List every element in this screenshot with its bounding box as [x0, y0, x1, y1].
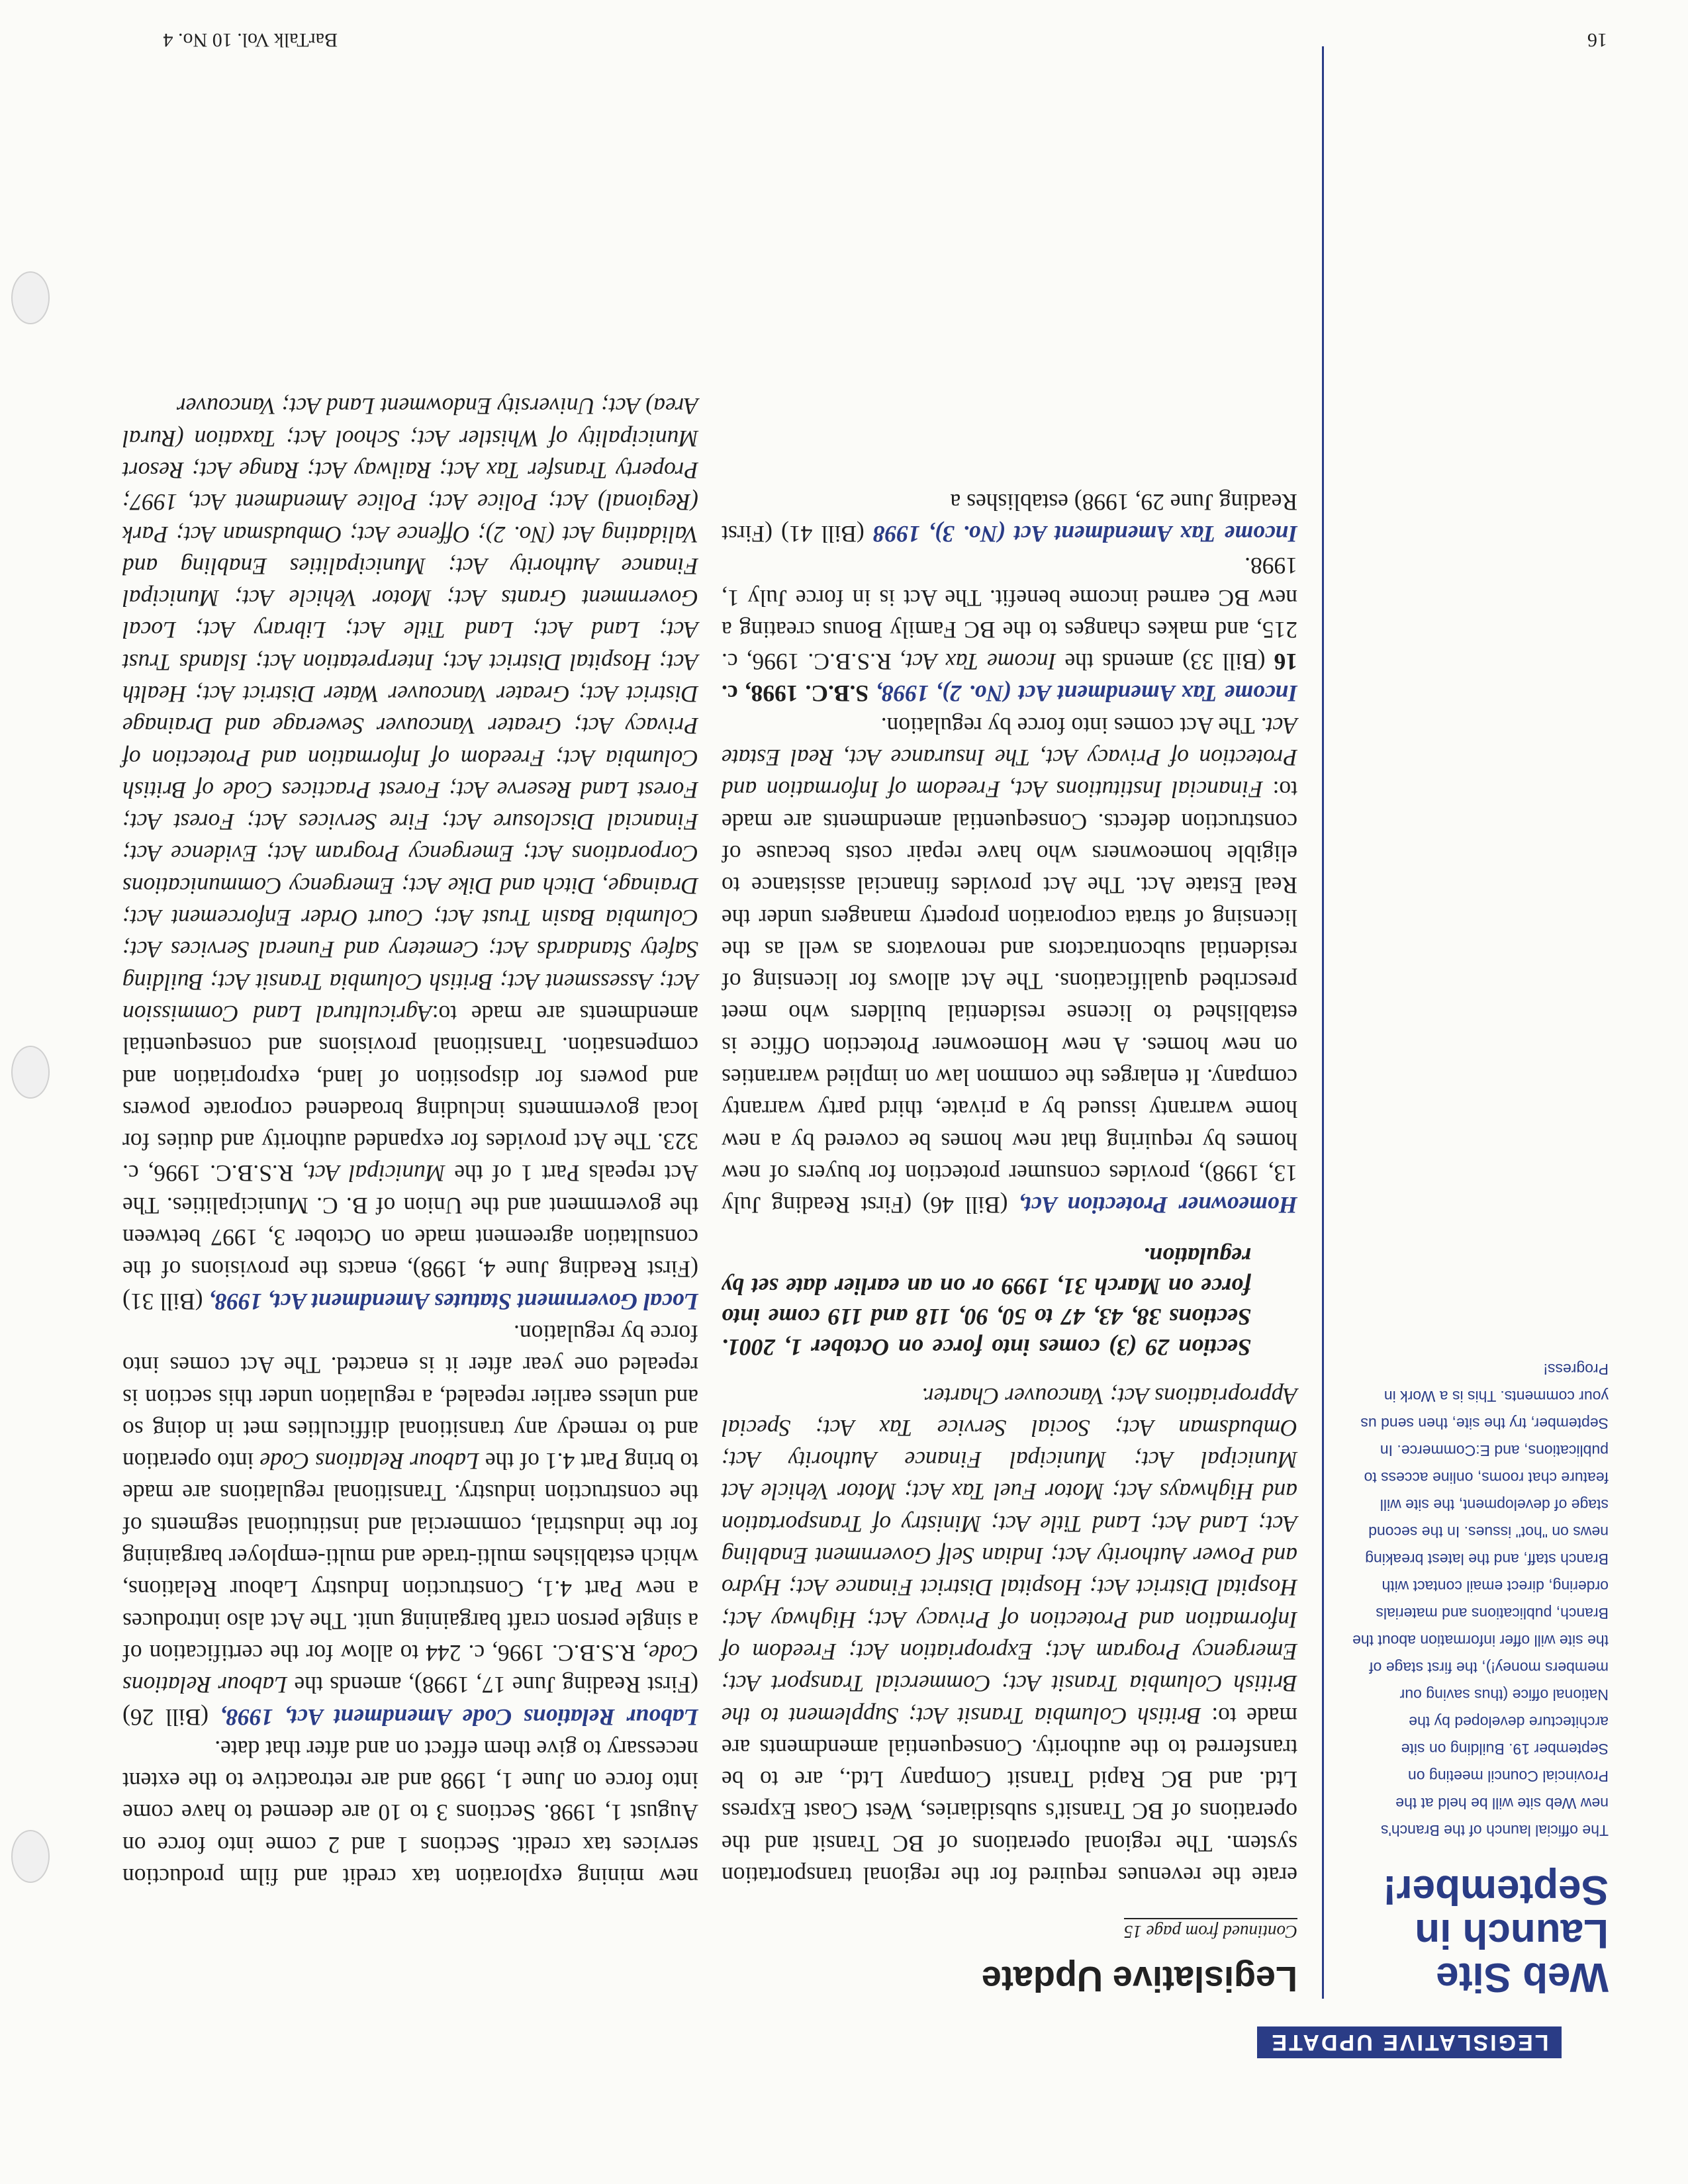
binder-hole: [11, 1046, 50, 1099]
labour-body-c: into operation and to remedy any transitional difficulties met in doing so and unless earlier repealed, a regulation under this section is repealed one year after it is enacted. The Act comes into force by regulation.: [122, 1320, 698, 1475]
binder-hole: [11, 271, 50, 324]
article-column-2: [122, 390, 698, 1893]
labour-code-italic: Labour Relations Code,: [122, 1639, 698, 1699]
paragraph-income-tax-3: [722, 486, 1297, 550]
homeowner-act-title: Homeowner Protection Act,: [1018, 1192, 1297, 1219]
paragraph-local-government: [122, 390, 698, 1318]
sidebar-box: [1350, 1238, 1609, 1999]
homeowner-end: The Act comes into force by regulation.: [880, 712, 1260, 739]
local-government-title: Local Government Statutes Amendment Act, 1998,: [209, 1288, 698, 1315]
municipal-act-italic: Municipal Act,: [303, 1160, 445, 1187]
paragraph-homeowner: [722, 710, 1297, 1222]
sidebar-title: Web Site Launch in September!: [1382, 1867, 1609, 2000]
income-tax-3-body: (Bill 41) (First Reading June 29, 1998) establishes a: [722, 488, 1297, 548]
transit-acts: British Columbia Transit Act; Supplement to the British Columbia Transit Act; Commercial Transport Act; Emergency Program Act; Expropriation Act; Freedom of Information and Protection of Privacy Act; Highway Act; Hospital District Act; Hospital District Finance Act; Hydro and Power Authority Act; Indian Self Government Enabling Act; Land Act; Land Title Act; Ministry of Transportation and Highways Act; Motor Fuel Tax Act; Motor Vehicle Act Municipal Act; Municipal Finance Authority Act; Ombudsman Act; Social Service Tax Act; Special Appropriations Act; Vancouver Charter.: [721, 1383, 1297, 1729]
local-government-body-b: R.S.B.C. 1996, c. 323. The Act provides for expanded authority and duties for local governments including broadened corporate powers and powers for disposition of land, expropriation and compensation. Transitional provisions and consequential amendments are made to:: [122, 1000, 698, 1187]
income-tax-2-italic: Income Tax Act,: [900, 649, 1056, 676]
homeowner-acts: Financial Institutions Act, Freedom of Information and Protection of Privacy Act, The Insurance Act, Real Estate Act.: [722, 712, 1297, 803]
in-force-note: Section 29 (3) comes into force on October 1, 2001. Sections 38, 43, 47 to 50, 90, 118 and 119 come into force on March 31, 1999 or on an earlier date set by regulation.: [722, 1243, 1251, 1361]
income-tax-2-cite: S.B.C. 1998, c. 16: [722, 649, 1297, 707]
paragraph-film-credit: new mining exploration tax credit and film production services tax credit. Sections 1 and 2 come into force on August 1, 1998. Sections 3 to 10 are deemed to have come into force on June 1, 1998 and are retroactive to the extent necessary to give them effect on and after that date.: [122, 1735, 698, 1890]
paragraph-transit: [722, 1380, 1297, 1891]
income-tax-3-title: Income Tax Amendment Act (No. 3), 1998: [872, 521, 1297, 548]
local-government-acts: Agricultural Land Commission Act; Assessment Act; British Columbia Transit Act; Building Safety Standards Act; Cemetery and Funeral Services Act; Columbia Basin Trust Act; Court Order Enforcement Act; Drainage, Ditch and Dike Act; Emergency Communications Corporations Act; Emergency Program Act; Evidence Act; Financial Disclosure Act; Fire Services Act; Forest Act; Forest Land Reserve Act; Forest Practices Code of British Columbia Act; Freedom of Information and Protection of Privacy Act; Greater Vancouver Sewerage and Drainage District Act; Greater Vancouver Water District Act; Health Act; Hospital District Act; Interpretation Act; Islands Trust Act; Land Act; Land Title Act; Library Act; Local Government Grants Act; Motor Vehicle Act; Municipal Finance Authority Act; Municipalities Enabling and Validating Act (No. 2); Offence Act; Ombudsman Act; Park (Regional) Act; Police Act; Police Amendment Act, 1997; Property Transfer Tax Act; Railway Act; Range Act; Resort Municipality of Whistler Act; School Act; Taxation (Rural Area) Act; University Endowment Land Act; Vancouver: [122, 393, 698, 1027]
transit-text: erate the revenues required for the regional transportation system. The regional operations of BC Transit and the operations of BC Transit's subsidiaries, West Coast Express Ltd. and BC Rapid Transit Company Ltd., are to be transferred to the authority. Consequential amendments are made to:: [722, 1702, 1297, 1889]
section-tab: LEGISLATIVE UPDATE: [1257, 2026, 1562, 2058]
labour-act-title: Labour Relations Code Amendment Act, 1998,: [220, 1704, 698, 1731]
article-heading: Legislative Update: [981, 1959, 1297, 1999]
paragraph-labour: [122, 1318, 698, 1733]
local-government-body-a: (Bill 31) (First Reading June 4, 1998), enacts the provisions of the consultation agreement made on October 3, 1997 between the government and the Union of B. C. Municipalities. The Act repeals Part 1 of the: [122, 1160, 698, 1315]
paragraph-income-tax-2: [722, 550, 1297, 709]
labour-body-a: (Bill 26) (First Reading June 17, 1998), amends the: [122, 1672, 698, 1731]
labour-code-italic-2: Labour Relations Code: [259, 1448, 479, 1475]
page-number: 16: [1587, 29, 1607, 51]
sidebar-body: The official launch of the Branch's new Web site will be held at the Provincial Council meeting on September 19. Building on site architecture developed by the National office (thus saving our members money!), the first stage of the site will offer information about the Branch, publications and materials ordering, direct email contact with Branch staff, and the latest breaking news on "hot" issues. In the second stage of development, the site will feature chat rooms, online access to publications, and E:Commerce. In September, try the site, then send us your comments. This is a Work in Progress!: [1352, 1361, 1609, 1839]
income-tax-2-body-b: R.S.B.C. 1996, c. 215, and makes changes to the BC Family Bonus creating a new BC earned income benefit. The Act is in force July 1, 1998.: [722, 553, 1297, 676]
continued-note: Continued from page 15: [1124, 1918, 1297, 1943]
homeowner-body: (Bill 46) (First Reading July 13, 1998), provides consumer protection for buyers of new homes by requiring that new homes be covered by a new home warranty issued by a private, third party warranty company. It enlarges the common law on implied warranties on new homes. A new Homeowner Protection Office is established to license residential builders who meet prescribed qualifications. The Act allows for licensing of residential subcontractors and renovators as well as the licensing of strata corporation property managers under the Real Estate Act. The Act provides financial assistance to eligible homeowners who have repair costs because of construction defects. Consequential amendments are made to:: [722, 776, 1297, 1219]
column-divider: [1322, 46, 1324, 1999]
journal-footer: BarTalk Vol. 10 No. 4: [163, 29, 338, 51]
labour-body-b: R.S.B.C. 1996, c. 244 to allow for the certification of a single person craft bargaining unit. The Act also introduces a new Part 4.1, Construction Industry Labour Relations, which establishes multi-trade and multi-employer bargaining for the industrial, commercial and institutional segments of the construction industry. Transitional regulations are made to bring Part 4.1 of the: [122, 1448, 698, 1666]
income-tax-2-body-a: (Bill 33) amends the: [1056, 649, 1274, 676]
income-tax-2-title: Income Tax Amendment Act (No. 2), 1998,: [876, 680, 1297, 707]
binder-hole: [11, 1830, 50, 1883]
article-column-1: [722, 486, 1297, 1999]
